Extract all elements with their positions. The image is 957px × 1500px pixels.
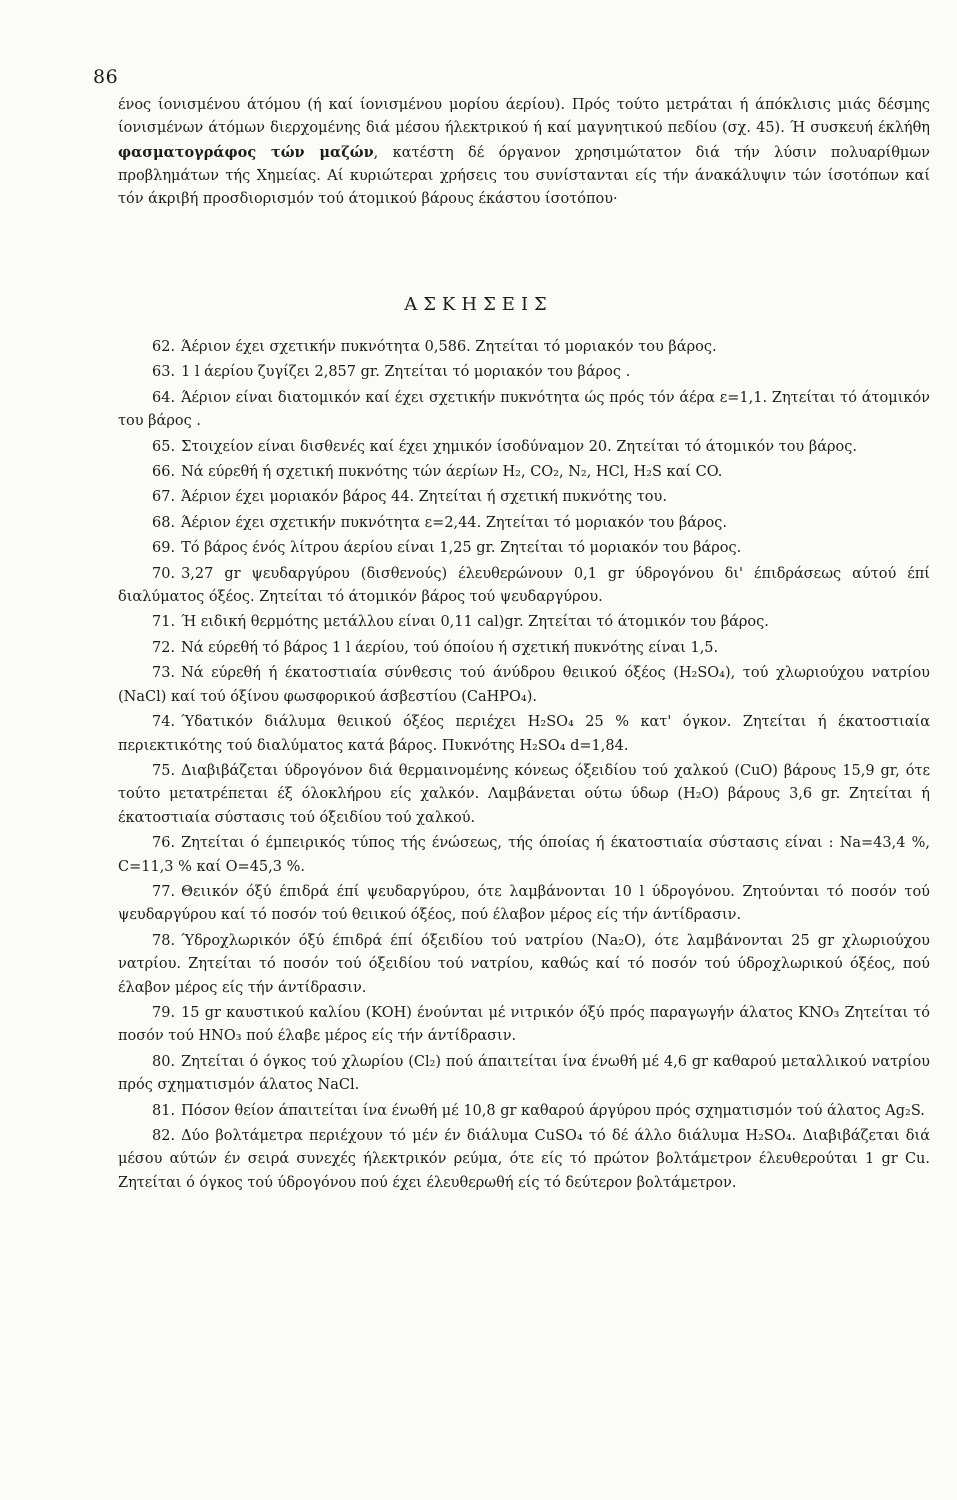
- exercise-73: 73. Νά εύρεθή ή έκατοστιαία σύνθεσις τού άνύδρου θειικού όξέος (H₂SO₄), τού χλωριούχου νατρίου (NaCl) καί τού όξίνου φωσφορικού άσβεστίου (CaHPO₄).: [118, 665, 930, 705]
- exercise-76: 76. Ζητείται ό έμπειρικός τύπος τής ένώσεως, τής όποίας ή έκατοστιαία σύστασις είναι : Na=43,4 %, C=11,3 % καί O=45,3 %.: [118, 835, 930, 875]
- exercise-78: 78. Ύδροχλωρικόν όξύ έπιδρά έπί όξειδίου τού νατρίου (Na₂O), ότε λαμβάνονται 25 gr χλωριούχου νατρίου. Ζητείται τό ποσόν τού όξειδίου τού νατρίου, καθώς καί τό ποσόν τού ύδροχλωρικού όξέος, πού έλαβον μέρος είς τήν άντίδρασιν.: [118, 932, 930, 996]
- intro-paragraph: [118, 94, 930, 211]
- exercise-63: 63. 1 l άερίου ζυγίζει 2,857 gr. Ζητείται τό μοριακόν του βάρος .: [152, 364, 631, 381]
- exercise-66: 66. Νά εύρεθή ή σχετική πυκνότης τών άερίων H₂, CO₂, N₂, HCl, H₂S καί CO.: [152, 464, 723, 481]
- exercise-70: 70. 3,27 gr ψευδαργύρου (δισθενούς) έλευθερώνουν 0,1 gr ύδρογόνου δι' έπιδράσεως αύτού έπί διαλύματος όξέος. Ζητείται τό άτομικόν βάρος τού ψευδαργύρου.: [118, 565, 930, 606]
- exercise-62: 62. Άέριον έχει σχετικήν πυκνότητα 0,586. Ζητείται τό μοριακόν του βάρος.: [152, 339, 717, 355]
- intro-text-1: ένος ίονισμένου άτόμου (ή καί ίονισμένου μορίου άερίου). Πρός τούτο μετράται ή άπόκλισις μιάς δέσμης ίονισμένων άτόμων διερχομένης διά μέσου ήλεκτρικού ή καί μαγνητικού πεδίου (σχ. 45). Ή συσκευή έκλήθη: [118, 97, 930, 137]
- exercise-74: 74. Ύδατικόν διάλυμα θειικού όξέος περιέχει H₂SO₄ 25 % κατ' όγκον. Ζητείται ή έκατοστιαία περιεκτικότης τού διαλύματος κατά βάρος. Πυκνότης H₂SO₄ d=1,84.: [118, 714, 930, 754]
- exercise-71: 71. Ή ειδική θερμότης μετάλλου είναι 0,11 cal)gr. Ζητείται τό άτομικόν του βάρος.: [152, 614, 769, 631]
- exercise-75: 75. Διαβιβάζεται ύδρογόνον διά θερμαινομένης κόνεως όξειδίου τού χαλκού (CuO) βάρους 15,9 gr, ότε τούτο μετατρέπεται έξ όλοκλήρου είς χαλκόν. Λαμβάνεται ούτω ύδωρ (H₂O) βάρους 3,6 gr. Ζητείται ή έκατοστιαία σύστασις τού όξειδίου τού χαλκού.: [118, 762, 930, 826]
- exercise-79: 79. 15 gr καυστικού καλίου (KOH) ένούνται μέ νιτρικόν όξύ πρός παραγωγήν άλατος KNO₃ Ζητείται τό ποσόν τού HNO₃ πού έλαβε μέρος είς τήν άντίδρασιν.: [118, 1004, 930, 1045]
- exercises-heading: ΑΣΚΗΣΕΙΣ: [404, 294, 553, 315]
- exercises-list: [118, 336, 930, 1197]
- exercise-67: 67. Άέριον έχει μοριακόν βάρος 44. Ζητείται ή σχετική πυκνότης του.: [152, 489, 667, 506]
- exercise-64: 64. Άέριον είναι διατομικόν καί έχει σχετικήν πυκνότητα ώς πρός τόν άέρα ε=1,1. Ζητείται τό άτομικόν του βάρος .: [118, 389, 930, 430]
- exercise-65: 65. Στοιχείον είναι δισθενές καί έχει χημικόν ίσοδύναμον 20. Ζητείται τό άτομικόν του βάρος.: [152, 438, 858, 455]
- exercise-81: 81. Πόσον θείον άπαιτείται ίνα ένωθή μέ 10,8 gr καθαρού άργύρου πρός σχηματισμόν τού άλατος Ag₂S.: [152, 1102, 925, 1119]
- intro-text-2: , κατέστη δέ όργανον χρησιμώτατον διά τήν λύσιν πολυαρίθμων προβλημάτων τής Χημείας. Αί κυριώτεραι χρήσεις του συνίστανται είς τήν άνακάλυψιν τών ίσοτόπων καί τόν άκριβή προσδιορισμόν τού άτομικού βάρους έκάστου ίσοτόπου·: [118, 144, 930, 208]
- exercise-77: 77. Θειικόν όξύ έπιδρά έπί ψευδαργύρου, ότε λαμβάνονται 10 l ύδρογόνου. Ζητούνται τό ποσόν τού ψευδαργύρου καί τό ποσόν τού θειικού όξέος, πού έλαβον μέρος είς τήν άντίδρασιν.: [118, 883, 930, 924]
- exercise-82: 82. Δύο βολτάμετρα περιέχουν τό μέν έν διάλυμα CuSO₄ τό δέ άλλο διάλυμα H₂SO₄. Διαβιβάζεται διά μέσου αύτών έν σειρά συνεχές ήλεκτρικόν ρεύμα, ότε είς τό πρώτον βολτάμετρον έλευθερούται 1 gr Cu. Ζητείται ό όγκος τού ύδρογόνου πού έχει έλευθερωθή είς τό δεύτερον βολτάμετρον.: [118, 1128, 930, 1191]
- exercise-69: 69. Τό βάρος ένός λίτρου άερίου είναι 1,25 gr. Ζητείται τό μοριακόν του βάρος.: [152, 540, 742, 557]
- exercise-72: 72. Νά εύρεθή τό βάρος 1 l άερίου, τού όποίου ή σχετική πυκνότης είναι 1,5.: [152, 639, 719, 656]
- intro-bold-term: φασματογράφος τών μαζών: [118, 143, 374, 161]
- exercise-68: 68. Άέριον έχει σχετικήν πυκνότητα ε=2,44. Ζητείται τό μοριακόν του βάρος.: [152, 514, 727, 531]
- exercise-80: 80. Ζητείται ό όγκος τού χλωρίου (Cl₂) πού άπαιτείται ίνα ένωθή μέ 4,6 gr καθαρού μεταλλικού νατρίου πρός σχηματισμόν άλατος NaCl.: [118, 1053, 930, 1094]
- page-number: 86: [93, 66, 119, 88]
